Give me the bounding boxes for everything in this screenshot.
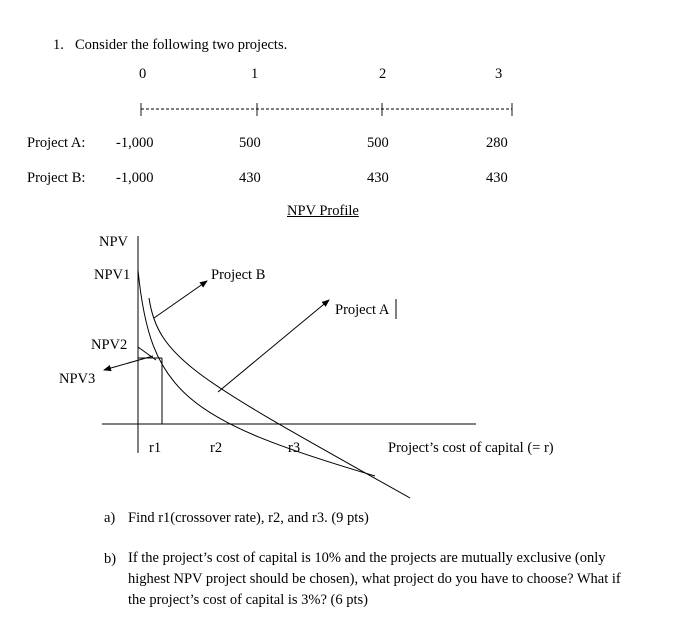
subquestion-b-text: If the project’s cost of capital is 10% and the projects are mutually exclusive (only highest NPV project should be chosen), what project do you have to choose? What if the project’s cost of capital is 3%? (6 pts) — [128, 550, 621, 608]
period-label-2: 2 — [379, 66, 387, 82]
question-text: Consider the following two projects. — [75, 37, 288, 53]
project-b-cf-0: -1,000 — [116, 170, 154, 186]
question-number: 1. — [53, 37, 64, 53]
project-a-cf-1: 500 — [239, 135, 261, 151]
subquestion-a-text: Find r1(crossover rate), r2, and r3. (9 pts) — [128, 510, 369, 526]
project-a-label: Project A: — [27, 135, 86, 151]
npv1-label: NPV1 — [94, 267, 131, 283]
npv3-label: NPV3 — [59, 371, 96, 387]
project-a-cf-0: -1,000 — [116, 135, 154, 151]
npv-profile-title: NPV Profile — [287, 203, 359, 219]
project-b-label: Project B: — [27, 170, 86, 186]
project-b-cf-3: 430 — [486, 170, 508, 186]
npv-axis-label: NPV — [99, 234, 129, 250]
period-label-3: 3 — [495, 66, 503, 82]
project-b-arrow — [154, 281, 207, 318]
r1-label: r1 — [149, 440, 162, 456]
r3-label: r3 — [288, 440, 301, 456]
project-b-curve — [138, 267, 375, 476]
timeline — [141, 103, 512, 116]
project-a-curve-label: Project A — [335, 302, 390, 318]
period-label-1: 1 — [251, 66, 259, 82]
rate-axis-label: Project’s cost of capital (= r) — [388, 440, 554, 456]
project-a-arrow — [218, 300, 329, 392]
subquestion-b-marker: b) — [104, 551, 117, 567]
project-a-cf-3: 280 — [486, 135, 508, 151]
npv3-arrow — [104, 356, 153, 370]
project-b-cf-1: 430 — [239, 170, 261, 186]
project-a-curve — [149, 298, 410, 498]
project-b-curve-label: Project B — [211, 267, 266, 283]
project-a-cf-2: 500 — [367, 135, 389, 151]
period-label-0: 0 — [139, 66, 147, 82]
npv2-label: NPV2 — [91, 337, 128, 353]
project-b-cf-2: 430 — [367, 170, 389, 186]
subquestion-a-marker: a) — [104, 510, 116, 526]
r2-label: r2 — [210, 440, 223, 456]
